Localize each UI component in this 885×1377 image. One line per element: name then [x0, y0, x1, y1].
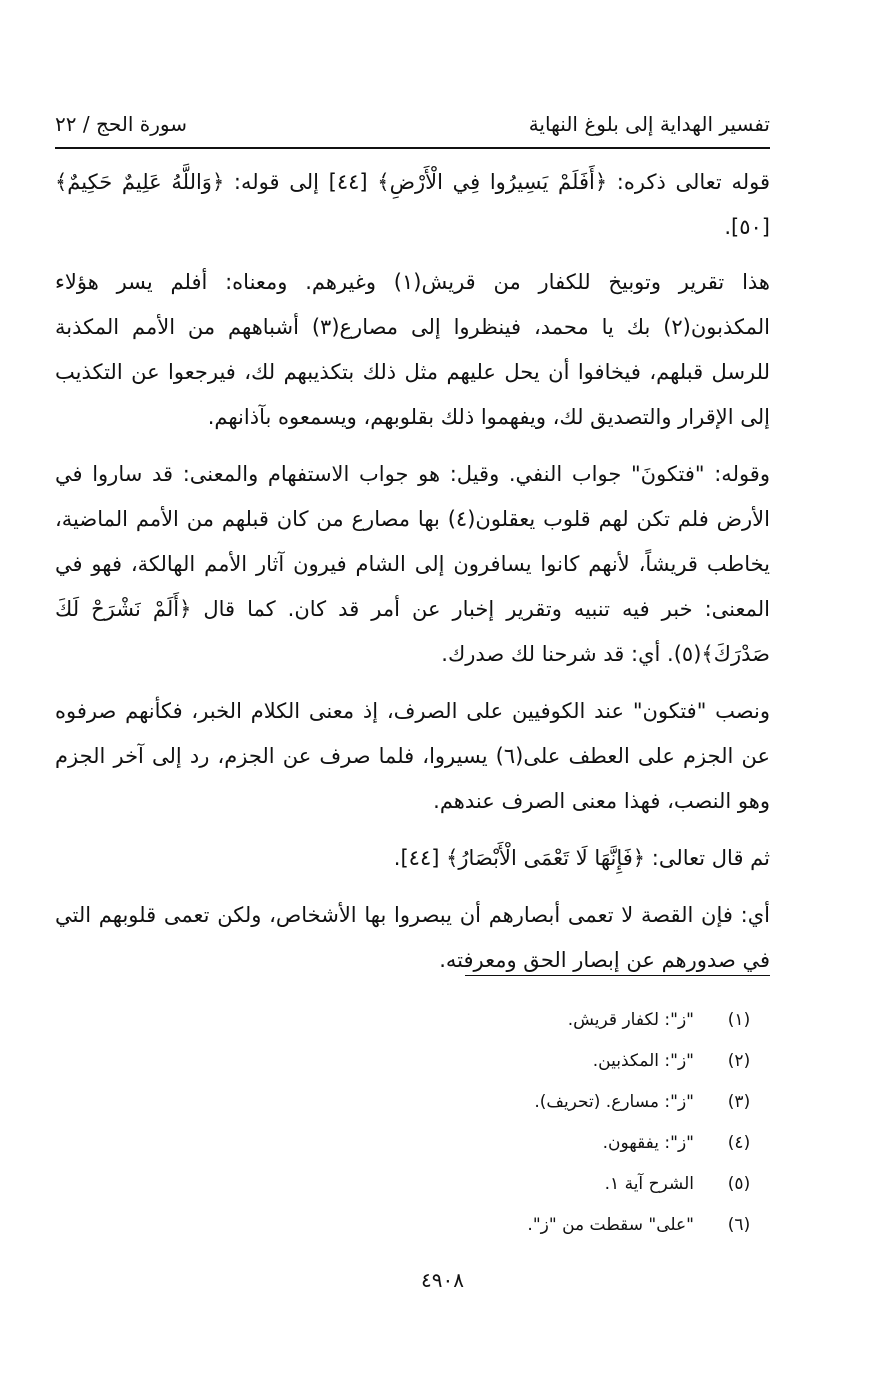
- footnote-text: "ز": يفقهون.: [602, 1133, 694, 1153]
- header-divider: [55, 147, 770, 149]
- footnote-number: (٦): [727, 1215, 751, 1235]
- footnote-item: [55, 1123, 770, 1164]
- footnote-divider: [465, 975, 770, 976]
- footnote-number: (٥): [727, 1174, 751, 1194]
- footnote-text: الشرح آية ١.: [604, 1174, 694, 1194]
- commentary-paragraph: ونصب "فتكون" عند الكوفيين على الصرف، إذ معنى الكلام الخبر، فكأنهم صرفوه عن الجزم على العطف على(٦) يسيروا، فلما صرف عن الجزم، رد إلى آخر الجزم وهو النصب، فهذا معنى الصرف عندهم.: [55, 699, 770, 813]
- footnote-item: [55, 1041, 770, 1082]
- commentary-paragraph: أي: فإن القصة لا تعمى أبصارهم أن يبصروا بها الأشخاص، ولكن تعمى قلوبهم التي في صدورهم عن إبصار الحق ومعرفته.: [55, 903, 770, 972]
- footnotes: [55, 1000, 770, 1246]
- footnote-number: (٣): [727, 1092, 751, 1112]
- footnote-number: (٤): [727, 1133, 751, 1153]
- main-text: [55, 160, 770, 995]
- footnote-number: (١): [727, 1010, 751, 1030]
- footnote-text: "ز": مسارع. (تحريف).: [534, 1092, 694, 1112]
- footnote-item: [55, 1205, 770, 1246]
- footnote-number: (٢): [727, 1051, 751, 1071]
- verse-intro-paragraph: قوله تعالى ذكره: ﴿أَفَلَمْ يَسِيرُوا فِي الْأَرْضِ﴾ [٤٤] إلى قوله: ﴿وَاللَّهُ عَلِيمٌ حَكِيمٌ﴾ [٥٠].: [55, 170, 771, 239]
- surah-reference: سورة الحج / ٢٢: [55, 112, 187, 136]
- footnote-text: "ز": لكفار قريش.: [567, 1010, 694, 1030]
- running-header: [55, 108, 770, 144]
- commentary-paragraph: هذا تقرير وتوبيخ للكفار من قريش(١) وغيرهم. ومعناه: أفلم يسر هؤلاء المكذبون(٢) بك يا محمد، فينظروا إلى مصارع(٣) أشباههم من الأمم المكذبة للرسل قبلهم، فيخافوا أن يحل عليهم مثل ذلك بتكذيبهم لك، فيرجعوا عن التكذيب إلى الإقرار والتصديق لك، ويفهموا ذلك بقلوبهم، ويسمعوه بآذانهم.: [55, 270, 770, 429]
- page-number: ٤٩٠٨: [421, 1268, 464, 1292]
- verse-quote-paragraph: ثم قال تعالى: ﴿فَإِنَّهَا لَا تَعْمَى الْأَبْصَارُ﴾ [٤٤].: [393, 846, 770, 870]
- footnote-item: [55, 1082, 770, 1123]
- book-title: تفسير الهداية إلى بلوغ النهاية: [528, 112, 770, 136]
- footnote-item: [55, 1000, 770, 1041]
- commentary-paragraph: وقوله: "فتكونَ" جواب النفي. وقيل: هو جواب الاستفهام والمعنى: قد ساروا في الأرض فلم تكن لهم قلوب يعقلون(٤) بها مصارع من كان قبلهم من الأمم الماضية، يخاطب قريشاً، لأنهم كانوا يسافرون إلى الشام فيرون آثار الأمم الهالكة، فهو في المعنى: خبر فيه تنبيه وتقرير إخبار عن أمر قد كان. كما قال ﴿أَلَمْ نَشْرَحْ لَكَ صَدْرَكَ﴾(٥). أي: قد شرحنا لك صدرك.: [55, 462, 770, 666]
- footnote-text: "على" سقطت من "ز".: [527, 1215, 694, 1235]
- footnote-text: "ز": المكذبين.: [592, 1051, 694, 1071]
- footnote-item: [55, 1164, 770, 1205]
